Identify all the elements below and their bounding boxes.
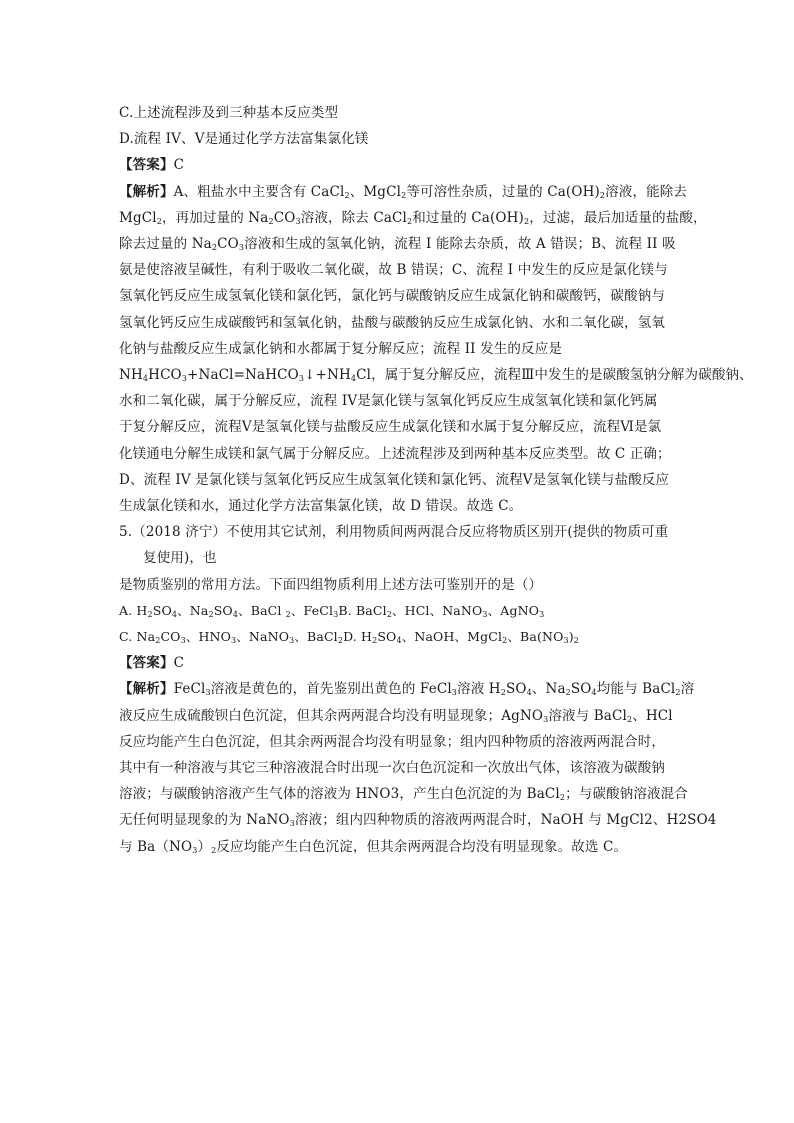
subscript: 2 [156,216,162,226]
subscript: 3 [333,609,339,619]
subscript: 4 [232,609,239,619]
text-run: 于复分解反应，流程Ⅴ是氢氧化镁与盐酸反应生成氯化镁和水属于复分解反应，流程Ⅵ是氯 [119,419,662,436]
text-line [119,152,679,178]
subscript: 4 [526,688,532,698]
text-run: +NaCl=NaHCO [187,367,299,384]
text-run: C [173,655,185,672]
text-run: 、FeCl [290,602,334,618]
subscript: 4 [396,636,402,646]
subscript: 2 [675,688,681,698]
text-run: ↓+NH [304,367,351,384]
text-run: SO [505,681,527,698]
text-run: D、流程 IV 是氯化镁与氢氧化钙反应生成氢氧化镁和氯化钙、流程Ⅴ是氢氧化镁与盐酸反应 [119,471,670,488]
subscript: 2 [565,688,571,698]
text-line [119,545,679,571]
text-run: 水和二氧化碳，属于分解反应，流程 IV是氯化镁与氢氧化钙反应生成氢氧化镁和氯化钙属 [119,393,658,410]
subscript: 3 [289,819,295,829]
text-run: 等可溶性杂质，过量的 Ca(OH) [406,183,600,200]
text-run: FeCl [173,681,206,698]
text-line [119,703,679,729]
text-line [119,231,679,257]
text-run: CO [217,236,239,253]
text-run: 液反应生成硫酸钡白色沉淀，但其余两两混合均没有明显现象；AgNO [119,707,544,724]
text-run: ，过滤，最后加适量的盐酸， [529,209,707,226]
subscript: 2 [573,636,580,646]
subscript: 3 [192,845,198,855]
text-run: 溶液与 BaCl [548,707,627,724]
text-run: 、HCl [632,707,673,724]
text-run: 氨是使溶液呈碱性，有利于吸收二氧化碳，故 B 错误；C、流程 I 中发生的反应是氯化镁与 [119,262,668,279]
text-run: SO [377,629,397,645]
text-run: C [173,157,185,174]
subscript: 2 [211,845,217,855]
text-run: Cl，属于复分解反应，流程Ⅲ中发生的是碳酸氢钠分解为碳酸钠、 [356,367,753,384]
subscript: 4 [171,609,178,619]
subscript: 2 [401,190,407,200]
subscript: 2 [407,216,413,226]
text-line [119,572,679,598]
text-run: MgCl [119,209,157,226]
text-run: 溶液和生成的氢氧化钠，流程 I 能除去杂质，故 A 错误；B、流程 II 吸 [244,236,676,253]
text-run: 溶液是黄色的，首先鉴别出黄色的 FeCl [210,681,452,698]
subscript: 4 [350,374,357,384]
subscript: 2 [337,636,344,646]
subscript: 2 [599,190,606,200]
text-run: CO [160,629,181,645]
subscript: 3 [482,609,488,619]
text-run: HCO [148,367,182,384]
text-run: 溶 [680,681,695,698]
text-line [119,441,679,467]
text-run: 、HNO [185,629,232,645]
text-run: A、粗盐水中主要含有 CaCl [173,183,345,200]
text-run: C. Na [119,629,156,645]
text-line [119,729,679,755]
text-line [119,834,679,860]
text-line [119,283,679,309]
text-run: 氢氧化钙反应生成氢氧化镁和氯化钙，氯化钙与碳酸钠反应生成氯化钠和碳酸钙，碳酸钠与 [119,288,665,305]
document-body [119,100,753,860]
subscript: 2 [208,609,214,619]
section-label: 【解析】 [119,183,174,200]
subscript: 3 [539,609,545,619]
text-run: 生成氯化镁和水，通过化学方法富集氯化镁，故 D 错误。故选 C。 [119,498,523,515]
subscript: 2 [344,190,350,200]
text-run: 、BaCl [238,602,286,618]
text-line [119,519,679,545]
text-run: 与 Ba（NO [119,838,193,855]
text-line [119,755,679,781]
text-line [119,310,679,336]
subscript: 3 [295,216,301,226]
text-run: 、HCl、NaNO [392,602,483,618]
subscript: 3 [563,636,569,646]
text-line [119,100,679,126]
text-run: 是物质鉴别的常用方法。下面四组物质利用上述方法可鉴别开的是（） [119,576,543,593]
text-run: ，再加过量的 Na [161,209,269,226]
text-run: SO [570,681,592,698]
text-line [119,676,695,702]
text-run: 其中有一种溶液与其它三种溶液混合时出现一次白色沉淀和一次放出气体，该溶液为碳酸钠 [119,760,665,777]
text-line [119,650,679,676]
text-run: 、Na [177,602,209,618]
text-run: 溶液；与碳酸钠溶液产生气体的溶液为 HNO3，产生白色沉淀的为 BaCl [119,786,560,803]
section-label: 【答案】 [119,157,174,174]
text-run: 化镁通电分解生成镁和氯气属于分解反应。上述流程涉及到两种基本反应类型。故 C 正确； [119,445,671,462]
subscript: 3 [289,636,295,646]
subscript: 3 [181,374,188,384]
subscript: 2 [147,609,153,619]
text-run: 、BaCl [294,629,338,645]
text-run: SO [213,602,233,618]
text-run: B. BaCl [338,602,387,618]
subscript: 4 [591,688,597,698]
subscript: 3 [205,688,211,698]
text-run: 、Ba(NO [507,629,564,645]
subscript: 2 [626,714,633,724]
text-line [119,807,717,833]
text-line [119,336,679,362]
text-run: 溶液，除去 CaCl [300,209,408,226]
text-run: 、NaNO [236,629,290,645]
section-label: 【答案】 [119,655,174,672]
text-run: 氢氧化钙反应生成碳酸钙和氢氧化钠，盐酸与碳酸钠反应生成氯化钠、水和二氧化碳，氢氧 [119,314,665,331]
subscript: 3 [298,374,305,384]
text-run: 溶液；组内四种物质的溶液两两混合时，NaOH 与 MgCl2、H2SO4 [294,812,717,829]
text-run: 、AgNO [487,602,540,618]
subscript: 2 [500,688,506,698]
text-run: ) [568,629,574,645]
subscript: 4 [142,374,149,384]
text-run: 、MgCl [349,183,402,200]
section-label: 【解析】 [119,681,174,698]
subscript: 2 [559,793,566,803]
text-run: NH [119,367,143,384]
text-run: 化钠与盐酸反应生成氯化钠和水都属于复分解反应；流程 II 发生的反应是 [119,340,562,357]
text-run: 复使用)，也 [143,550,217,567]
text-run: 反应均能产生白色沉淀，但其余两两混合均没有明显现象。故选 C。 [216,838,628,855]
text-run: 溶液，能除去 [605,183,688,200]
text-run: 5.（2018 济宁）不使用其它试剂，利用物质间两两混合反应将物质区别开(提供的物质可重 [119,524,669,541]
text-line [119,126,679,152]
text-run: 均能与 BaCl [596,681,676,698]
subscript: 2 [523,216,530,226]
subscript: 2 [211,243,218,253]
text-run: 除去过量的 Na [119,236,212,253]
text-run: SO [152,602,172,618]
text-run: 、NaOH、MgCl [401,629,503,645]
text-line [119,257,679,283]
subscript: 2 [502,636,508,646]
subscript: 2 [268,216,274,226]
text-run: 无任何明显现象的为 NaNO [119,812,290,829]
text-run: CO [273,209,296,226]
text-run: 溶液 H [457,681,501,698]
subscript: 3 [543,714,549,724]
text-run: D.流程 IV、V是通过化学方法富集氯化镁 [119,131,369,148]
text-line [119,493,679,519]
text-run: 和过量的 Ca(OH) [412,209,524,226]
text-line [119,414,679,440]
subscript: 3 [451,688,458,698]
subscript: 2 [386,609,392,619]
text-run: 、Na [531,681,566,698]
text-line [119,205,707,231]
text-line [119,362,753,388]
text-line [119,388,679,414]
text-line [119,781,688,807]
subscript: 3 [180,636,186,646]
text-run: ） [197,838,212,855]
text-line [119,598,679,624]
text-run: 反应均能产生白色沉淀，但其余两两混合均没有明显象；组内四种物质的溶液两两混合时， [119,733,665,750]
text-line [119,624,679,650]
text-run: C.上述流程涉及到三种基本反应类型 [119,105,339,121]
subscript: 3 [238,243,245,253]
text-line [119,467,679,493]
text-run: A. H [119,602,148,618]
text-run: D. H [343,629,373,645]
text-run: ；与碳酸钠溶液混合 [565,786,688,803]
subscript: 3 [231,636,237,646]
subscript: 2 [155,636,161,646]
subscript: 2 [285,609,291,619]
subscript: 2 [372,636,378,646]
text-line [119,179,688,205]
